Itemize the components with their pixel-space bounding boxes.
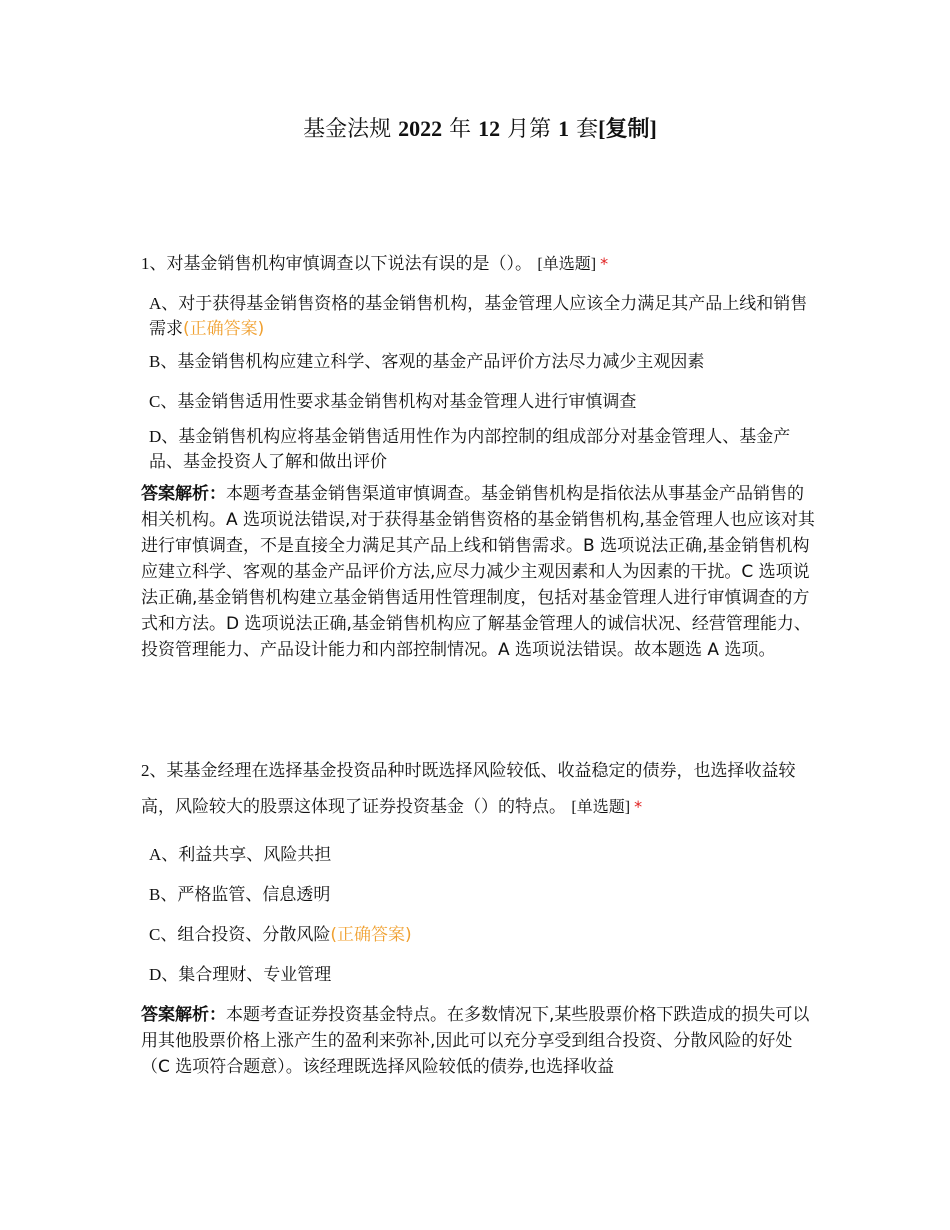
- question-2-option-d[interactable]: D、集合理财、专业管理: [149, 965, 332, 985]
- analysis-label: 答案解析：: [141, 1005, 226, 1025]
- required-mark: *: [600, 254, 609, 273]
- question-1-option-b[interactable]: B、基金销售机构应建立科学、客观的基金产品评价方法尽力减少主观因素: [149, 352, 705, 372]
- analysis-label: 答案解析：: [141, 484, 226, 504]
- question-2-option-c[interactable]: C、组合投资、分散风险(正确答案): [149, 925, 412, 945]
- question-number: 2、: [141, 761, 167, 780]
- analysis-text: 本题考查证券投资基金特点。在多数情况下,某些股票价格下跌造成的损失可以用其他股票价格上涨产生的盈利来弥补,因此可以充分享受到组合投资、分散风险的好处（C 选项符合题意）。该经理既选择风险较低的债券,也选择收益: [141, 1005, 810, 1077]
- question-1-option-d[interactable]: D、基金销售机构应将基金销售适用性作为内部控制的组成部分对基金管理人、基金产品、基金投资人了解和做出评价: [149, 427, 791, 472]
- question-type-tag: [单选题]: [571, 799, 631, 816]
- question-1-stem: [141, 246, 821, 283]
- question-1-option-c[interactable]: C、基金销售适用性要求基金销售机构对基金管理人进行审慎调查: [149, 392, 637, 412]
- question-text: 某基金经理在选择基金投资品种时既选择风险较低、收益稳定的债券，也选择收益较高，风险较大的股票这体现了证券投资基金（）的特点。: [141, 761, 796, 817]
- question-2-option-b[interactable]: B、严格监管、信息透明: [149, 885, 331, 905]
- question-number: 1、: [141, 254, 167, 273]
- question-2-analysis: [141, 1002, 817, 1080]
- question-text: 对基金销售机构审慎调查以下说法有误的是（）。: [166, 254, 532, 274]
- required-mark: *: [634, 797, 643, 816]
- correct-answer-label: (正确答案): [330, 925, 412, 945]
- question-2-option-a[interactable]: A、利益共享、风险共担: [149, 845, 332, 865]
- question-1-analysis: [141, 481, 817, 663]
- question-1-option-a[interactable]: A、对于获得基金销售资格的基金销售机构，基金管理人应该全力满足其产品上线和销售需求(正确答案): [149, 294, 808, 339]
- analysis-text: 本题考查基金销售渠道审慎调查。基金销售机构是指依法从事基金产品销售的相关机构。A 选项说法错误,对于获得基金销售资格的基金销售机构,基金管理人也应该对其进行审慎调查，不是直接全力满足其产品上线和销售需求。B 选项说法正确,基金销售机构应建立科学、客观的基金产品评价方法,应尽力减少主观因素和人为因素的干扰。C 选项说法正确,基金销售机构建立基金销售适用性管理制度，包括对基金管理人进行审慎调查的方式和方法。D 选项说法正确,基金销售机构应了解基金管理人的诚信状况、经营管理能力、投资管理能力、产品设计能力和内部控制情况。A 选项说法错误。故本题选 A 选项。: [141, 484, 815, 660]
- page-title: 基金法规 2022 年 12 月第 1 套[复制]: [303, 116, 657, 142]
- correct-answer-label: (正确答案): [183, 319, 265, 339]
- question-type-tag: [单选题]: [537, 256, 597, 273]
- question-2-stem: [141, 753, 821, 826]
